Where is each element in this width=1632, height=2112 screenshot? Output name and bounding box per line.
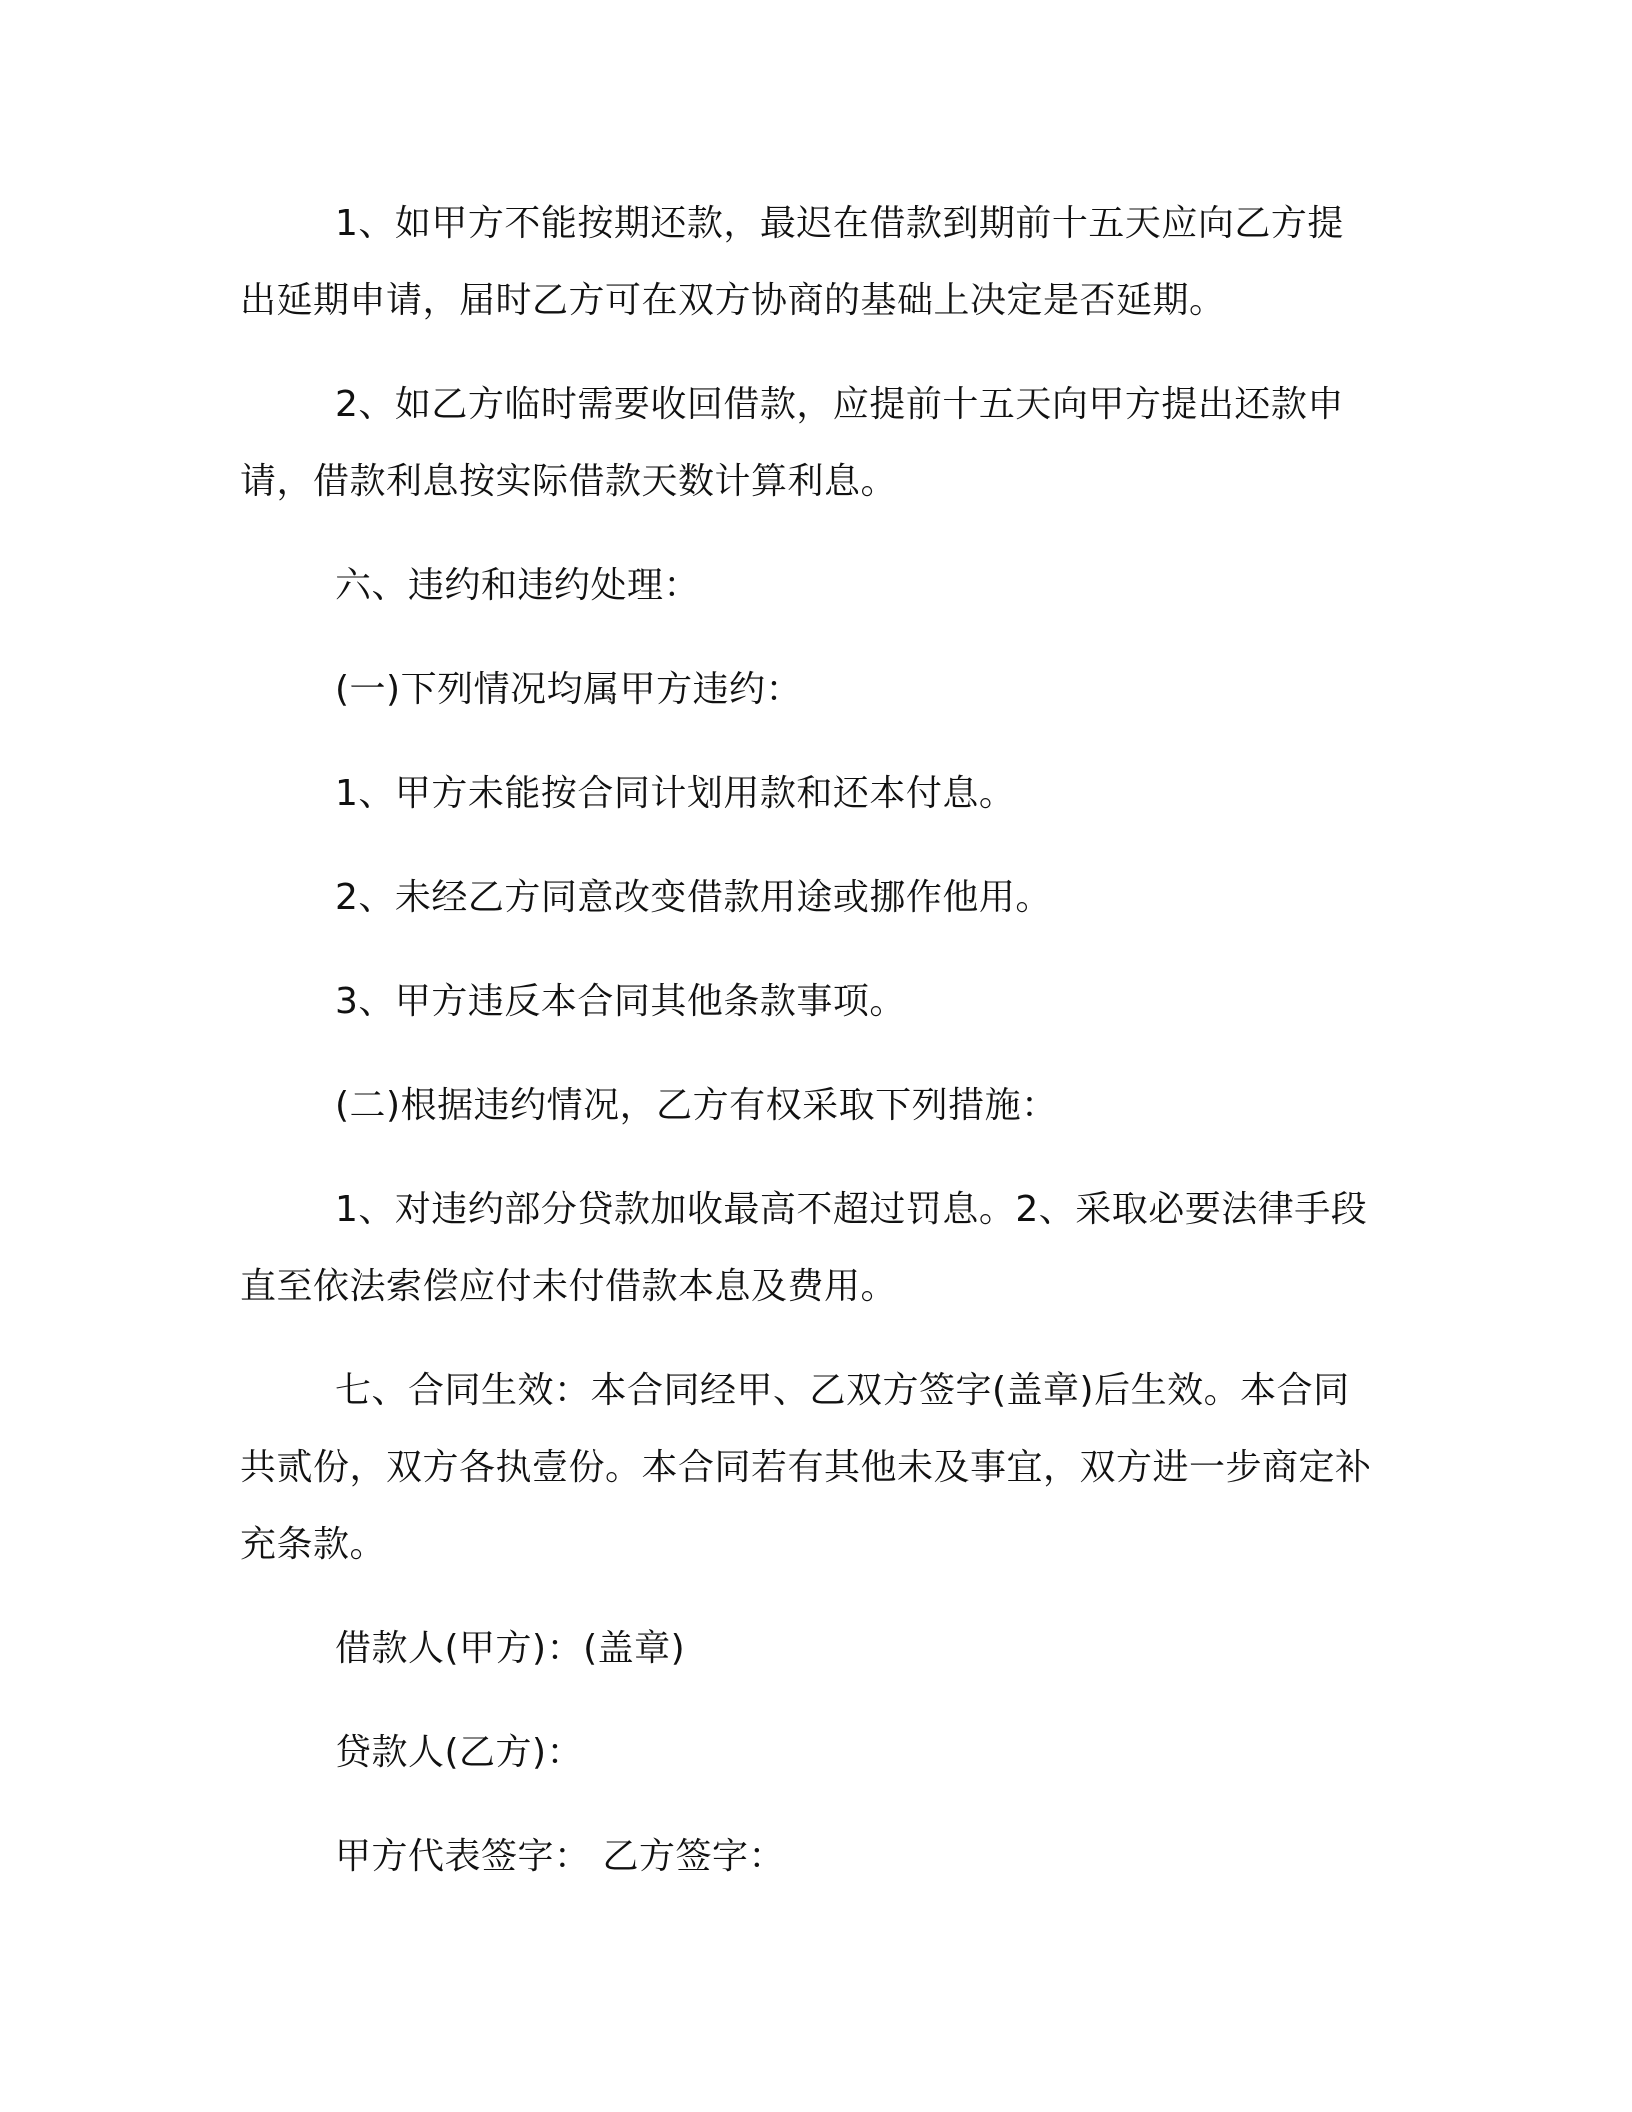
subsection-heading-remedies: (二)根据违约情况，乙方有权采取下列措施： (335, 1085, 1058, 1126)
clause-extension-request: 1、如甲方不能按期还款，最迟在借款到期前十五天应向乙方提出延期申请，届时乙方可在双方协商的基础上决定是否延期。 (240, 203, 1344, 321)
signature-lender-line: 贷款人(乙方)： (335, 1732, 584, 1773)
breach-item-1: 1、甲方未能按合同计划用款和还本付息。 (335, 773, 1016, 814)
section-contract-effective: 七、合同生效：本合同经甲、乙双方签字(盖章)后生效。本合同共贰份，双方各执壹份。本合同若有其他未及事宜，双方进一步商定补充条款。 (240, 1370, 1372, 1565)
signature-borrower-line: 借款人(甲方)：(盖章) (335, 1628, 686, 1669)
subsection-heading-party-a-breach: (一)下列情况均属甲方违约： (335, 669, 803, 710)
clause-early-recall: 2、如乙方临时需要收回借款，应提前十五天向甲方提出还款申请，借款利息按实际借款天数计算利息。 (240, 384, 1344, 502)
breach-item-2: 2、未经乙方同意改变借款用途或挪作他用。 (335, 877, 1052, 918)
signature-representatives-line: 甲方代表签字： 乙方签字： (335, 1836, 785, 1877)
breach-item-3: 3、甲方违反本合同其他条款事项。 (335, 981, 906, 1022)
section-heading-breach: 六、违约和违约处理： (335, 565, 701, 606)
remedies-items: 1、对违约部分贷款加收最高不超过罚息。2、采取必要法律手段直至依法索偿应付未付借款本息及费用。 (240, 1189, 1368, 1307)
document-body (240, 185, 1380, 1922)
